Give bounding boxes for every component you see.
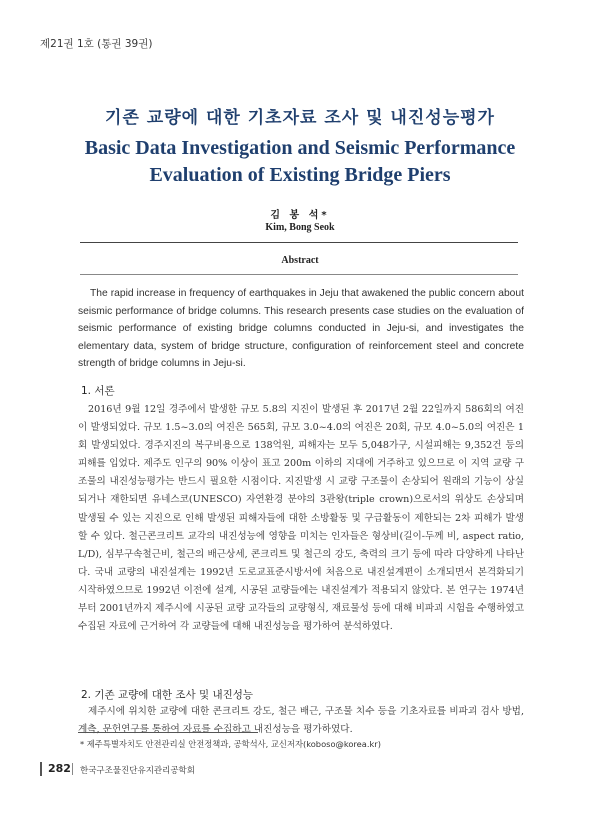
author-english: Kim, Bong Seok <box>265 222 335 233</box>
abstract-heading: Abstract <box>281 255 319 266</box>
section-heading-survey: 2. 기존 교량에 대한 조사 및 내진성능 <box>81 689 254 701</box>
title-english: Basic Data Investigation and Seismic Performance Evaluation of Existing Bridge Piers <box>84 137 516 186</box>
footer-marker <box>40 762 42 776</box>
section-heading-introduction: 1. 서론 <box>81 385 115 397</box>
footnote-divider <box>78 732 258 733</box>
section-body-introduction: 2016년 9월 12일 경주에서 발생한 규모 5.8의 지진이 발생된 후 2017년 2월 22일까지 586회의 여진이 발생되었다. 규모 1.5~3.0의 여진은 565회, 규모 3.0~4.0의 여진은 20회, 규모 4.0~5.0의 여진은 1회 발생되었다. 경주지진의 복구비용으로 138억원, 피해자는 모두 5,048가구, 시설피해는 9,352건 등의 피해를 입었다. 제주도 인구의 90% 이상이 표고 200m 이하의 지대에 거주하고 있으므로 이 지역 교량 구조물의 내진성능평가는 반드시 필요한 시점이다. 지진발생 시 교량 구조물이 손상되어 원래의 기능이 상실되거나 재한되면 유네스코(UNESCO) 자연환경 분야의 3관왕(triple crown)으로서의 위상도 손상되며 발생될 수 있는 지진으로 인해 발생된 피해자들에 대한 소방활동 및 구급활동이 제한되는 2차 피해가 발생할 수 있다. 철근콘크리트 교각의 내진성능에 영향을 미치는 인자들은 형상비(길이-두께 비, aspect ratio, L/D), 심부구속철근비, 철근의 배근상세, 콘크리트 및 철근의 강도, 축력의 크기 등에 따라 다양하게 나타난다. 국내 교량의 내진설계는 1992년 도로교표준시방서에 처음으로 내진설계편이 소개되면서 본격화되기 시작하였으므로 1992년 이전에 설계, 시공된 교량들에는 내진설계가 적용되지 않았다. 본 연구는 1974년부터 2001년까지 제주시에 시공된 교량 교각들의 교량형식, 재료물성 등에 대해 비파괴 시험을 수행하였고 수집된 자료에 근거하여 각 교량들에 대해 내진성능을 평가하여 분석하였다. <box>78 404 524 633</box>
journal-name: 한국구조물진단유지관리공학회 <box>80 766 195 776</box>
author-korean: 김 봉 석* <box>270 210 330 221</box>
page-number: 282 <box>48 762 71 775</box>
header-divider <box>80 242 518 243</box>
author-footnote: * 제주특별자치도 안전관리실 안전정책과, 공학석사, 교신저자(koboso@korea.kr) <box>80 739 381 749</box>
running-head: 제21권 1호 (통권 39권) <box>40 38 153 50</box>
abstract-divider <box>80 274 518 275</box>
title-korean: 기존 교량에 대한 기초자료 조사 및 내진성능평가 <box>105 108 495 128</box>
footer-separator <box>72 763 73 775</box>
abstract-body: The rapid increase in frequency of earthquakes in Jeju that awakened the public concern about seismic performance of bridge columns. This research presents case studies on the evaluation of seismic performance of existing bridge columns conducted in Jeju-si, and investigates the elementary data, system of bridge structure, configuration of reinforcement steel and concrete strength of bridge columns in Jeju-si. <box>78 288 524 369</box>
section-body-survey: 제주시에 위치한 교량에 대한 콘크리트 강도, 철근 배근, 구조물 치수 등을 기초자료를 비파괴 검사 방법, 계측, 문헌연구를 통하여 자료를 수집하고 내진성능을 평가하였다. <box>78 706 524 736</box>
